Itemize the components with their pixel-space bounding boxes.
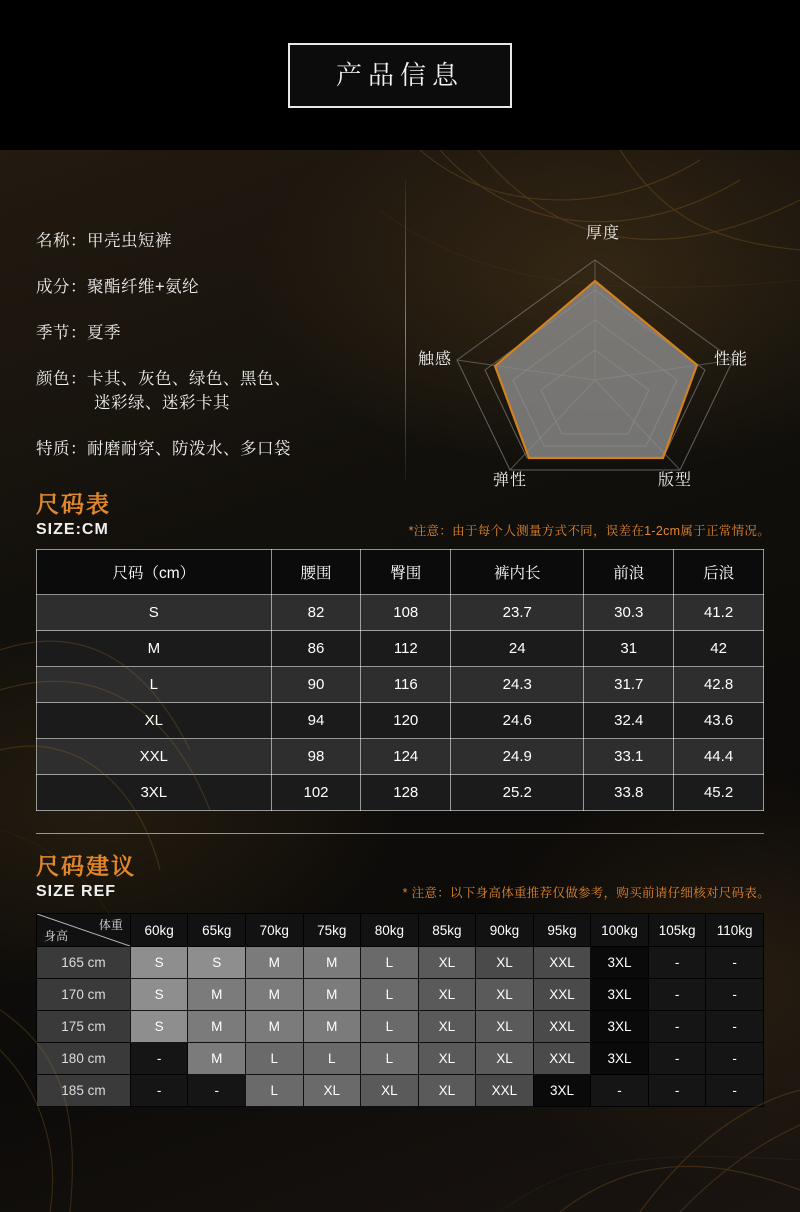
table-row [37, 739, 764, 775]
column-header: 85kg [418, 914, 476, 947]
table-row [37, 667, 764, 703]
row-header: 170 cm [37, 979, 131, 1011]
cell: 25.2 [451, 775, 584, 811]
cell: S [130, 1011, 188, 1043]
radar-axis-label-0: 厚度 [586, 225, 621, 242]
cell: L [303, 1043, 361, 1075]
cell: XL [37, 703, 272, 739]
table-row [37, 1043, 764, 1075]
row-header: 185 cm [37, 1075, 131, 1107]
table-row [37, 979, 764, 1011]
attribute-row [36, 438, 400, 462]
height-axis-label: 身高 [44, 929, 69, 943]
cell: XXL [533, 1011, 591, 1043]
cell: 86 [271, 631, 361, 667]
cell: XXL [533, 979, 591, 1011]
cell: M [303, 947, 361, 979]
cell: - [648, 1075, 706, 1107]
cell: 120 [361, 703, 451, 739]
cell: XL [476, 947, 534, 979]
size-table [36, 549, 764, 811]
cell: 128 [361, 775, 451, 811]
page-title: 产品信息 [288, 43, 512, 108]
cell: - [648, 1043, 706, 1075]
cell: 94 [271, 703, 361, 739]
cell: S [188, 947, 246, 979]
column-header: 90kg [476, 914, 534, 947]
attribute-label: 名称： [36, 232, 87, 250]
cell: - [188, 1075, 246, 1107]
cell: M [245, 947, 303, 979]
cell: - [706, 947, 764, 979]
cell: - [648, 979, 706, 1011]
attribute-value-continued: 迷彩绿、迷彩卡其 [94, 393, 230, 412]
cell: 3XL [591, 1011, 649, 1043]
cell: 42 [674, 631, 764, 667]
size-table-subtitle: SIZE:CM [36, 521, 109, 538]
product-overview-section [0, 150, 800, 489]
column-header: 95kg [533, 914, 591, 947]
cell: L [37, 667, 272, 703]
cell: 32.4 [584, 703, 674, 739]
attribute-row [36, 230, 400, 254]
cell: XL [361, 1075, 419, 1107]
cell: XL [476, 1011, 534, 1043]
size-ref-title: 尺码建议 [36, 853, 136, 879]
cell: M [245, 979, 303, 1011]
size-ref-subtitle: SIZE REF [36, 883, 117, 900]
cell: M [188, 979, 246, 1011]
cell: - [648, 1011, 706, 1043]
cell: XXL [476, 1075, 534, 1107]
cell: XL [418, 1043, 476, 1075]
column-header: 110kg [706, 914, 764, 947]
table-row [37, 775, 764, 811]
cell: 42.8 [674, 667, 764, 703]
cell: 116 [361, 667, 451, 703]
cell: 44.4 [674, 739, 764, 775]
cell: M [188, 1043, 246, 1075]
attribute-value: 甲壳虫短裤 [87, 232, 172, 250]
cell: 24.6 [451, 703, 584, 739]
axis-corner-cell [37, 914, 131, 947]
cell: XXL [533, 1043, 591, 1075]
cell: 24 [451, 631, 584, 667]
cell: XL [303, 1075, 361, 1107]
cell: - [706, 1043, 764, 1075]
cell: 102 [271, 775, 361, 811]
cell: 90 [271, 667, 361, 703]
cell: M [37, 631, 272, 667]
row-header: 180 cm [37, 1043, 131, 1075]
column-header: 尺码（cm） [37, 550, 272, 595]
radar-axis-label-1: 性能 [714, 351, 749, 368]
table-row [37, 631, 764, 667]
weight-axis-label: 体重 [98, 918, 123, 932]
column-header: 65kg [188, 914, 246, 947]
cell: S [130, 947, 188, 979]
attribute-value: 耐磨耐穿、防泼水、多口袋 [87, 439, 291, 458]
attribute-label: 特质： [36, 439, 87, 458]
size-table-title: 尺码表 [36, 491, 111, 517]
cell: - [591, 1075, 649, 1107]
cell: L [361, 1011, 419, 1043]
table-row [37, 947, 764, 979]
cell: 3XL [533, 1075, 591, 1107]
cell: XL [418, 979, 476, 1011]
row-header: 175 cm [37, 1011, 131, 1043]
cell: M [245, 1011, 303, 1043]
attribute-label: 季节： [36, 323, 87, 342]
column-header: 臀围 [361, 550, 451, 595]
cell: L [245, 1075, 303, 1107]
cell: S [37, 595, 272, 631]
column-header: 腰围 [271, 550, 361, 595]
cell: XL [418, 947, 476, 979]
attribute-value: 聚酯纤维+氨纶 [87, 277, 200, 296]
cell: 3XL [591, 947, 649, 979]
column-header: 裤内长 [451, 550, 584, 595]
column-header: 70kg [245, 914, 303, 947]
content-body [0, 150, 800, 1212]
cell: 33.8 [584, 775, 674, 811]
attribute-label: 颜色： [36, 369, 87, 388]
cell: S [130, 979, 188, 1011]
column-header: 60kg [130, 914, 188, 947]
cell: L [361, 1043, 419, 1075]
cell: L [361, 979, 419, 1011]
cell: XL [476, 979, 534, 1011]
cell: 43.6 [674, 703, 764, 739]
cell: 23.7 [451, 595, 584, 631]
column-header: 100kg [591, 914, 649, 947]
cell: 3XL [591, 979, 649, 1011]
cell: 45.2 [674, 775, 764, 811]
cell: 31 [584, 631, 674, 667]
size-ref-note: * 注意：以下身高体重推荐仅做参考，购买前请仔细核对尺码表。 [402, 886, 770, 900]
cell: - [706, 979, 764, 1011]
cell: XL [418, 1011, 476, 1043]
cell: 24.9 [451, 739, 584, 775]
cell: - [130, 1075, 188, 1107]
table-row [37, 595, 764, 631]
cell: 112 [361, 631, 451, 667]
table-row [37, 703, 764, 739]
radar-chart [400, 210, 800, 489]
cell: XL [418, 1075, 476, 1107]
attribute-row [36, 276, 400, 300]
cell: XL [476, 1043, 534, 1075]
cell: 82 [271, 595, 361, 631]
product-attributes [0, 210, 400, 480]
attribute-label: 成分： [36, 277, 87, 296]
cell: - [130, 1043, 188, 1075]
cell: L [245, 1043, 303, 1075]
cell: 98 [271, 739, 361, 775]
size-table-note: *注意：由于每个人测量方式不同，误差在1-2cm属于正常情况。 [408, 524, 770, 538]
cell: 30.3 [584, 595, 674, 631]
table-header-row [37, 550, 764, 595]
radar-axis-label-3: 弹性 [493, 472, 528, 489]
page-banner [0, 0, 800, 150]
table-row [37, 1075, 764, 1107]
row-header: 165 cm [37, 947, 131, 979]
attribute-value: 卡其、灰色、绿色、黑色、 [87, 369, 291, 388]
cell: 24.3 [451, 667, 584, 703]
cell: 3XL [37, 775, 272, 811]
column-header: 105kg [648, 914, 706, 947]
cell: M [303, 1011, 361, 1043]
size-ref-header [0, 834, 800, 901]
column-header: 75kg [303, 914, 361, 947]
attribute-value: 夏季 [87, 323, 121, 342]
table-header-row [37, 914, 764, 947]
attribute-row [36, 322, 400, 346]
cell: M [303, 979, 361, 1011]
size-recommendation-table [36, 913, 764, 1107]
attribute-row [36, 368, 400, 416]
cell: 124 [361, 739, 451, 775]
cell: 31.7 [584, 667, 674, 703]
cell: XXL [533, 947, 591, 979]
cell: - [706, 1075, 764, 1107]
cell: M [188, 1011, 246, 1043]
cell: 33.1 [584, 739, 674, 775]
column-header: 前浪 [584, 550, 674, 595]
cell: - [648, 947, 706, 979]
radar-axis-label-4: 触感 [418, 351, 453, 368]
cell: 41.2 [674, 595, 764, 631]
cell: - [706, 1011, 764, 1043]
radar-axis-label-2: 版型 [658, 472, 693, 489]
column-header: 后浪 [674, 550, 764, 595]
table-row [37, 1011, 764, 1043]
cell: L [361, 947, 419, 979]
column-header: 80kg [361, 914, 419, 947]
cell: XXL [37, 739, 272, 775]
cell: 3XL [591, 1043, 649, 1075]
cell: 108 [361, 595, 451, 631]
